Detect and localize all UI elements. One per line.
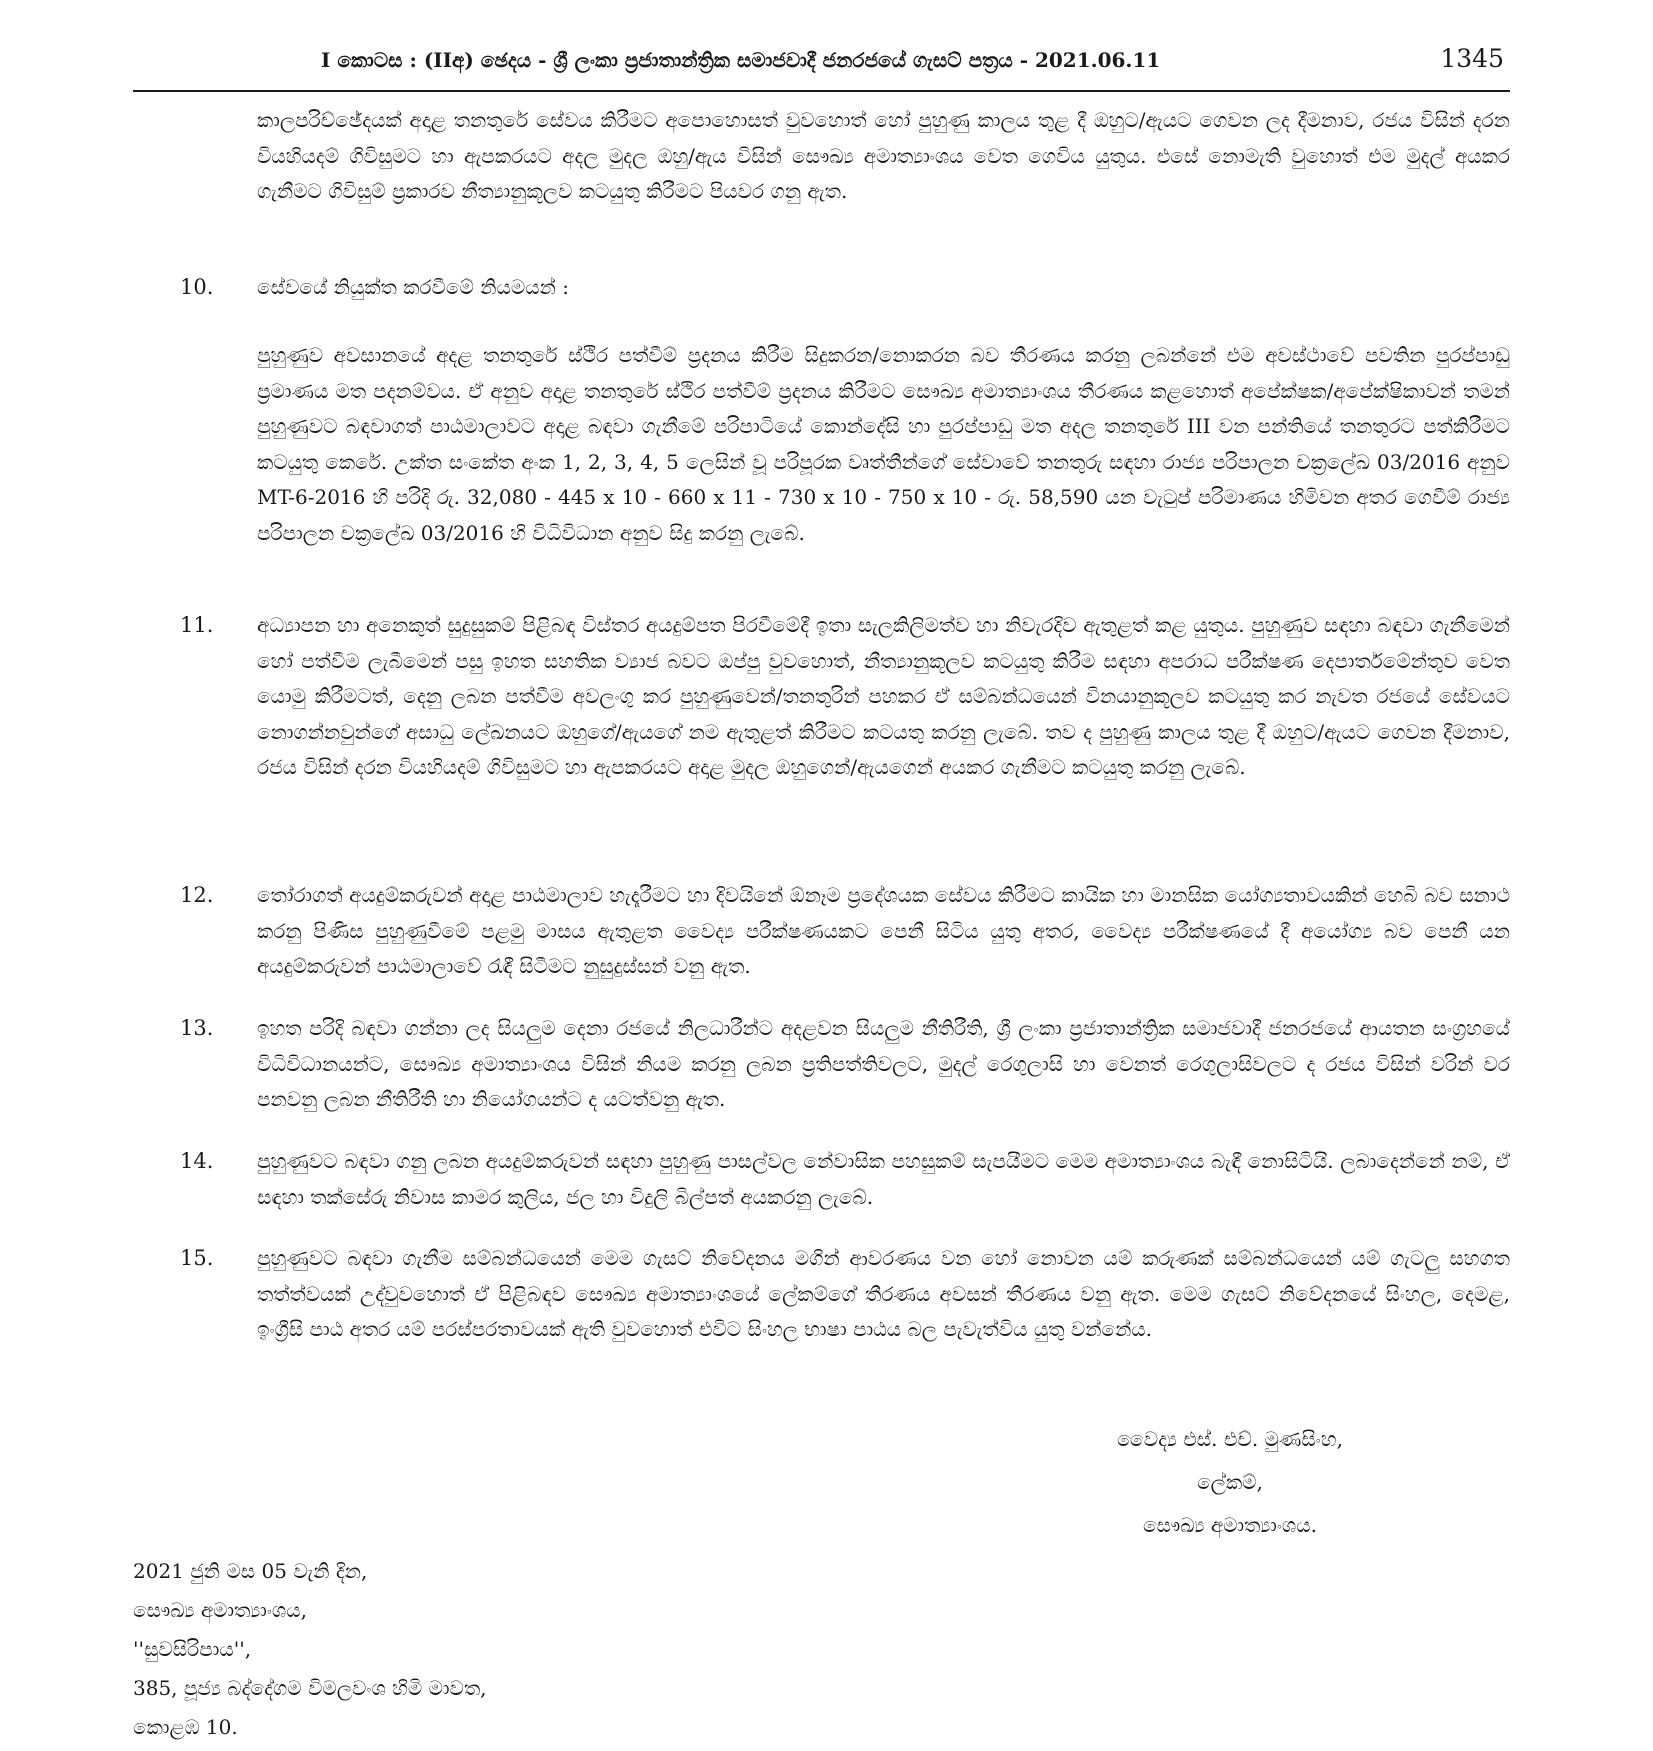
clause-text: අධ්‍යාපන හා අනෙකුත් සුදුසුකම් පිළිබඳ විස්තර අයදුම්පත පිරවීමේදී ඉතා සැලකිලිමත්ව හා නිවැරදිව ඇතුළත් කළ යුතුය. පුහුණුව සඳහා බඳවා ගැනීමෙන් හෝ පත්වීම ලැබීමෙන් පසු ඉහත සහතික ව්‍යාජ බවට ඔප්පු වුවහොත්, නීත්‍යානුකූලව කටයුතු කිරීම සඳහා අපරාධ පරීක්ෂණ දෙපාර්තමේන්තුව වෙත යොමු කිරීමටත්, දෙනු ලබන පත්වීම අවලංගු කර පුහුණුවෙන්/තනතුරින් පහකර ඒ සම්බන්ධයෙන් විනයානුකූලව කටයුතු කර නැවත රජයේ සේවයට නොගන්නවුන්ගේ අසාධු ලේඛනයට ඔහුගේ/ඇයගේ නම ඇතුළත් කිරීමට කටයතු කරනු ලැබේ. තව ද පුහුණු කාලය තුළ දී ඔහුට/ඇයට ගෙවන දීමනාව, රජය විසින් දරන වියහියදම් ගිවිසුමට හා ඇපකරයට අදාළ මුදල ඔහුගෙන්/ඇයගෙන් අයකර ගැනීමට කටයුතු කරනු ලැබේ. xyxy=(257,613,1510,779)
address-block xyxy=(133,1552,487,1747)
clause-text: පුහුණුව අවසානයේ අදළ තනතුරේ ස්ථිර පත්වීම් ප්‍රදනය කිරීම සිදුකරන/නොකරන බව තීරණය කරනු ලබන්නේ එම අවස්ථාවේ පවතින පුරප්පාඩු ප්‍රමාණය මත පදනම්වය. ඒ අනුව අදාළ තනතුරේ ස්ථිර පත්වීම් ප්‍රදනය කිරීමට සෞඛ්‍ය අමාත්‍යාංශය තීරණය කළහොත් අපේක්ෂක/අපේක්ෂිකාවන් තමන් පුහුණුවට බඳවාගත් පාඨමාලාවට අදාළ බඳවා ගැනීමේ පරිපාටියේ කොන්දේසි හා පුරප්පාඩු මත අදල තනතුරේ III වන පන්තියේ තනතුරට පත්කිරීමට කටයුතු කෙරේ. උක්ත සංකේත අංක 1, 2, 3, 4, 5 ලෙසින් වූ පරිපූරක වෘත්තීන්ගේ සේවාවේ තනතුරු සඳහා රාජ්‍ය පරිපාලන චක්‍රලේඛ 03/2016 අනුව MT-6-2016 හි පරිදි රු. 32,080 - 445 x 10 - 660 x 11 - 730 x 10 - 750 x 10 - රු. 58,590 යන වැටුප් පරිමාණය හිමිවන අතර ගෙවීම් රාජ්‍ය පරිපාලන චක්‍රලේඛ 03/2016 හි විධිවිධාන අනුව සිදු කරනු ලැබේ. xyxy=(257,343,1510,545)
clause-text: ඉහත පරිදි බඳවා ගන්නා ලද සියලුම දෙනා රජයේ නිලධාරීන්ට අදළවන සියලුම නීතිරීති, ශ්‍රී ලංකා ප්‍රජාතාන්ත්‍රික සමාජවාදී ජනරජයේ ආයතන සංග්‍රහයේ විධිවිධානයන්ට, සෞඛ්‍ය අමාත්‍යාංශය විසින් නියම කරනු ලබන ප්‍රතිපත්තිවලට, මුදල් රෙගුලාසි හා වෙනත් රෙගුලාසිවලට ද රජය විසින් වරින් වර පනවනු ලබන නීතිරීති හා නියෝගයන්ට ද යටත්වනු ඇත. xyxy=(257,1016,1510,1111)
clause-number: 14. xyxy=(180,1149,214,1173)
signatory-office: සෞඛ්‍ය අමාත්‍යාංශය. xyxy=(1143,1513,1317,1537)
page-number: 1345 xyxy=(1440,44,1504,73)
signature-block xyxy=(1080,1418,1380,1547)
clause-heading: සේවයේ නියුක්ත කරවීමේ නියමයන් : xyxy=(257,275,569,299)
address-line: සෞඛ්‍ය අමාත්‍යාංශය, xyxy=(133,1598,307,1622)
clause-number: 11. xyxy=(180,613,214,637)
header-title: I කොටස : (IIඅ) ඡෙදය - ශ්‍රී ලංකා ප්‍රජාතාන්ත්‍රික සමාජවාදී ජනරජයේ ගැසට් පත්‍රය - 2021.06.11 xyxy=(321,48,1161,72)
clause-number: 12. xyxy=(180,883,214,907)
clause-number: 10. xyxy=(180,275,214,299)
address-line: කොළඹ 10. xyxy=(133,1715,238,1739)
clause-text: පුහුණුවට බඳවා ගනු ලබන අයදුම්කරුවන් සඳහා පුහුණු පාසල්වල නේවාසික පහසුකම් සැපයීමට මෙම අමාත්‍යාංශය බැඳී නොසිටියි. ලබාදෙන්නේ නම්, ඒ සඳහා තක්සේරු නිවාස කාමර කුලිය, ජල හා විදුලි බිල්පත් අයකරනු ලැබේ. xyxy=(257,1149,1510,1209)
clause-text: තෝරාගත් අයදුම්කරුවන් අදාළ පාඨමාලාව හැදෑරීමට හා දිවයිනේ ඕනෑම ප්‍රදේශයක සේවය කිරීමට කායික හා මානසික යෝග්‍යතාවයකින් හෙබි බව සනාථ කරනු පිණිස පුහුණුවීමේ පළමු මාසය ඇතුළත වෛද්‍ය පරීක්ෂණයකට පෙනී සිටිය යුතු අතර, වෛද්‍ය පරීක්ෂණයේ දී අයෝග්‍ය බව පෙනී යන අයදුම්කරුවන් පාඨමාලාවේ රැඳී සිටීමට නුසුදුස්සන් වනු ඇත. xyxy=(257,883,1510,978)
clause-text: පුහුණුවට බඳවා ගැනීම සම්බන්ධයෙන් මෙම ගැසට් නිවේදනය මගින් ආවරණය වන හෝ නොවන යම් කරුණක් සම්බන්ධයෙන් යම් ගැටලු සහගත තත්ත්වයක් උද්වුවහොත් ඒ පිළිබඳව සෞඛ්‍ය අමාත්‍යාංශයේ ලේකම්ගේ තීරණය අවසන් තීරණය වනු ඇත. මෙම ගැසට් නිවේදනයේ සිංහල, දෙමළ, ඉංග්‍රීසි පාඨ අතර යම් පරස්පරතාවයක් ඇති වුවහොත් එවිට සිංහල භාෂා පාඨය බල පැවැත්විය යුතු වන්නේය. xyxy=(257,1246,1510,1341)
address-line: ''සුවසිරිපාය'', xyxy=(133,1637,252,1661)
signatory-name: වෛද්‍ය එස්. එච්. මුණසිංහ, xyxy=(1117,1427,1343,1451)
continuation-paragraph: කාලපරිච්ඡේදයක් අදාළ තනතුරේ සේවය කිරීමට අපොහොසත් වුවහොත් හෝ පුහුණු කාලය තුළ දී ඔහුට/ඇයට ගෙවන ලද දීමනාව, රජය විසින් දරන වියහියදම් ගිවිසුමට හා ඇපකරයට අදල මුදල ඔහු/ඇය විසින් සෞඛ්‍ය අමාත්‍යාංශය වෙත ගෙවිය යුතුය. එසේ නොමැති වුහොත් එම මුදල් අයකර ගැනීමට ගිවිසුම් ප්‍රකාරව නීත්‍යානුකූලව කටයුතු කිරීමට පියවර ගනු ඇත. xyxy=(257,108,1510,203)
issue-date: 2021 ජුනි මස 05 වැනි දින, xyxy=(133,1559,368,1583)
clause-number: 13. xyxy=(180,1016,214,1040)
page-header xyxy=(133,36,1510,92)
address-line: 385, පූජ්‍ය බද්දේගම විමලවංශ හිමි මාවත, xyxy=(133,1676,487,1700)
clause-number: 15. xyxy=(180,1246,214,1270)
signatory-title: ලේකම්, xyxy=(1197,1470,1263,1494)
